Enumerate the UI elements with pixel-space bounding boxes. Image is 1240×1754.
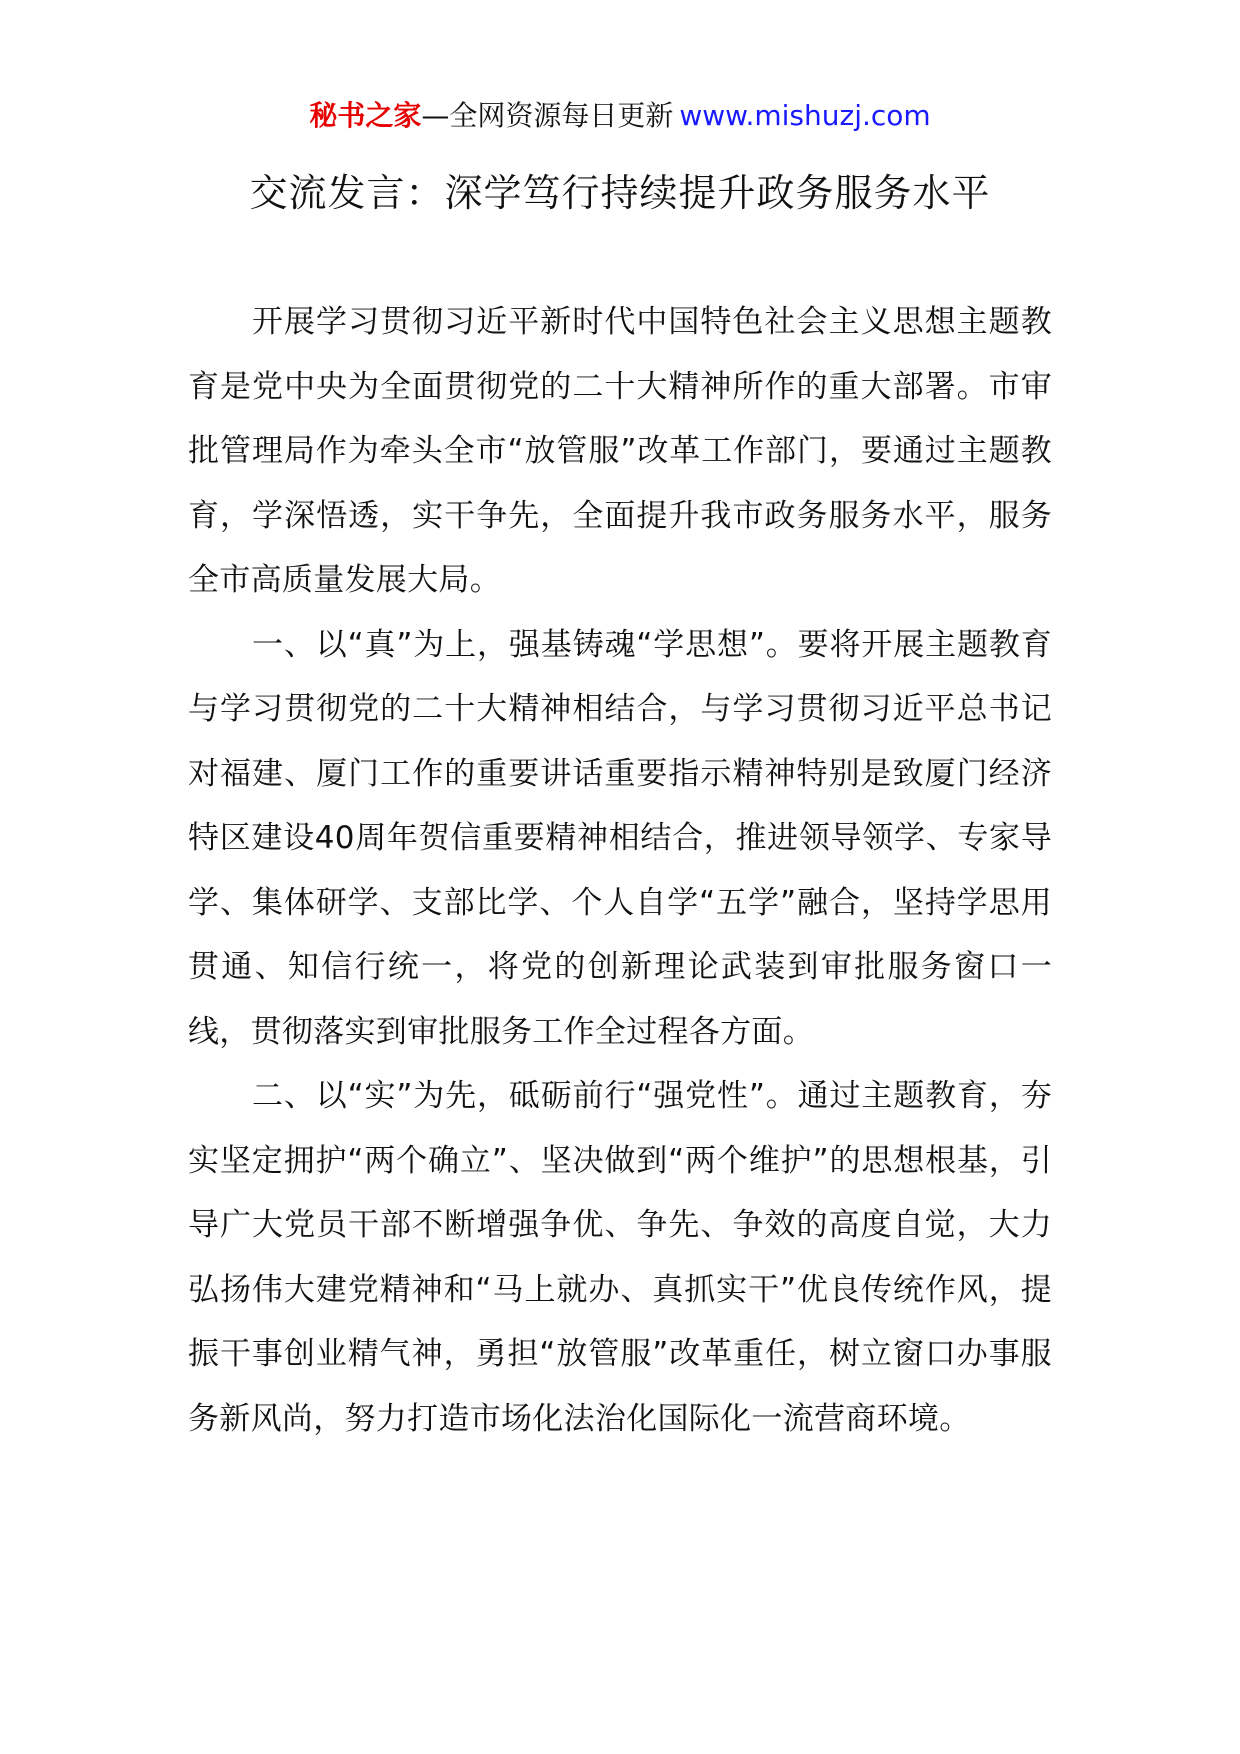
site-tagline: —全网资源每日更新 (421, 99, 674, 132)
body-paragraph-section-1: 一、以“真”为上，强基铸魂“学思想”。要将开展主题教育与学习贯彻党的二十大精神相结合，与学习贯彻习近平总书记对福建、厦门工作的重要讲话重要指示精神特别是致厦门经济特区建设40周年贺信重要精神相结合，推进领导领学、专家导学、集体研学、支部比学、个人自学“五学”融合，坚持学思用贯通、知信行统一，将党的创新理论武装到审批服务窗口一线，贯彻落实到审批服务工作全过程各方面。 (188, 626, 1052, 1050)
site-header (0, 96, 1240, 136)
document-body (188, 290, 1052, 1451)
site-brand: 秘书之家 (309, 99, 422, 132)
body-paragraph-intro: 开展学习贯彻习近平新时代中国特色社会主义思想主题教育是党中央为全面贯彻党的二十大精神所作的重大部署。市审批管理局作为牵头全市“放管服”改革工作部门，要通过主题教育，学深悟透，实干争先，全面提升我市政务服务水平，服务全市高质量发展大局。 (188, 304, 1052, 598)
body-paragraph-section-2: 二、以“实”为先，砥砺前行“强党性”。通过主题教育，夯实坚定拥护“两个确立”、坚决做到“两个维护”的思想根基，引导广大党员干部不断增强争优、争先、争效的高度自觉，大力弘扬伟大建党精神和“马上就办、真抓实干”优良传统作风，提振干事创业精气神，勇担“放管服”改革重任，树立窗口办事服务新风尚，努力打造市场化法治化国际化一流营商环境。 (188, 1078, 1052, 1437)
document-title: 交流发言：深学笃行持续提升政务服务水平 (249, 171, 991, 215)
site-url-link[interactable]: www.mishuzj.com (679, 99, 931, 132)
